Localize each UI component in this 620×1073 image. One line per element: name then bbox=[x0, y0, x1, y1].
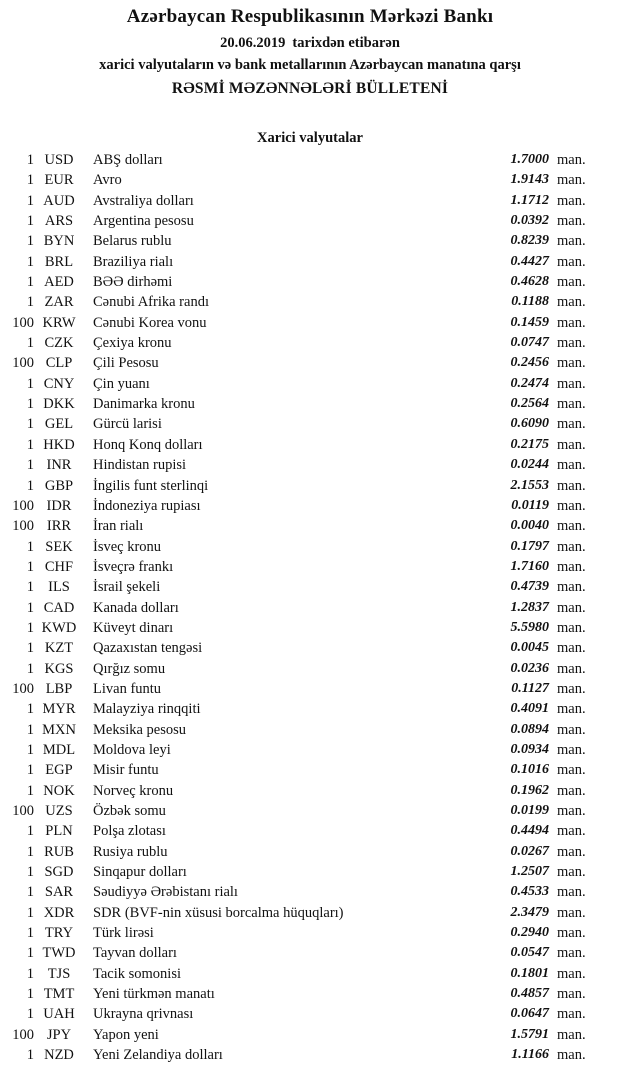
section-title-foreign-currencies: Xarici valyutalar bbox=[257, 130, 363, 146]
rate-row bbox=[8, 272, 593, 292]
currency-code-cell: ZAR bbox=[44, 294, 74, 311]
rate-row bbox=[8, 191, 593, 211]
currency-name-cell: Yeni Zelandiya dolları bbox=[93, 1047, 223, 1064]
bulletin-title: RƏSMİ MƏZƏNNƏLƏRİ BÜLLETENİ bbox=[171, 80, 449, 97]
rate-row bbox=[8, 455, 593, 475]
currency-code-cell: CHF bbox=[44, 558, 74, 575]
currency-code-cell: AUD bbox=[43, 192, 75, 209]
currency-name-cell: Çin yuanı bbox=[93, 375, 150, 392]
rate-value-cell: 1.2837 bbox=[510, 599, 549, 615]
currency-code-cell: DKK bbox=[43, 396, 75, 413]
rate-row bbox=[8, 638, 593, 658]
rate-value-cell: 0.0244 bbox=[510, 457, 549, 473]
rate-row bbox=[8, 842, 593, 862]
rate-row bbox=[8, 1045, 593, 1065]
currency-name-cell: Belarus rublu bbox=[93, 233, 172, 250]
quantity-cell: 100 bbox=[12, 355, 34, 372]
rate-row bbox=[8, 923, 593, 943]
currency-name-cell: Rusiya rublu bbox=[93, 843, 168, 860]
currency-code-cell: IDR bbox=[46, 497, 72, 514]
currency-code-cell: NOK bbox=[43, 782, 75, 799]
unit-cell: man. bbox=[557, 253, 586, 270]
unit-cell: man. bbox=[557, 294, 586, 311]
quantity-cell: 1 bbox=[26, 274, 34, 291]
currency-code-cell: MYR bbox=[42, 701, 76, 718]
rate-row bbox=[8, 414, 593, 434]
rate-value-cell: 0.0392 bbox=[510, 213, 549, 229]
rate-row bbox=[8, 333, 593, 353]
rate-row bbox=[8, 781, 593, 801]
unit-cell: man. bbox=[557, 803, 586, 819]
currency-code-cell: USD bbox=[44, 152, 74, 168]
unit-cell: man. bbox=[557, 233, 586, 250]
unit-cell: man. bbox=[557, 965, 586, 982]
unit-cell: man. bbox=[557, 558, 586, 575]
rate-row bbox=[8, 516, 593, 536]
currency-code-cell: TWD bbox=[42, 945, 76, 962]
currency-code-cell: ARS bbox=[44, 213, 74, 230]
quantity-cell: 1 bbox=[26, 599, 34, 616]
unit-cell: man. bbox=[557, 1006, 586, 1023]
currency-name-cell: Cənubi Afrika randı bbox=[93, 294, 209, 311]
quantity-cell: 1 bbox=[26, 782, 34, 799]
quantity-cell: 1 bbox=[26, 640, 34, 657]
currency-name-cell: İngilis funt sterlinqi bbox=[93, 477, 209, 494]
rate-row bbox=[8, 496, 593, 516]
rate-value-cell: 1.9143 bbox=[510, 172, 549, 188]
rate-row bbox=[8, 557, 593, 577]
rate-value-cell: 2.1553 bbox=[510, 477, 549, 493]
unit-cell: man. bbox=[557, 680, 586, 697]
currency-name-cell: BƏƏ dirhəmi bbox=[93, 274, 173, 291]
unit-cell: man. bbox=[557, 314, 586, 331]
rate-value-cell: 0.1188 bbox=[511, 294, 549, 310]
rate-row bbox=[8, 313, 593, 333]
rate-value-cell: 0.0119 bbox=[511, 497, 549, 513]
quantity-cell: 1 bbox=[26, 192, 34, 209]
rate-value-cell: 0.4628 bbox=[510, 274, 549, 290]
currency-code-cell: SAR bbox=[44, 884, 74, 901]
quantity-cell: 1 bbox=[26, 721, 34, 738]
currency-code-cell: TRY bbox=[44, 925, 74, 942]
rate-row bbox=[8, 353, 593, 373]
quantity-cell: 1 bbox=[26, 396, 34, 413]
unit-cell: man. bbox=[557, 619, 586, 636]
currency-code-cell: GEL bbox=[44, 416, 74, 433]
unit-cell: man. bbox=[557, 741, 586, 758]
quantity-cell: 1 bbox=[26, 294, 34, 311]
rate-value-cell: 1.1166 bbox=[511, 1047, 549, 1063]
rate-row bbox=[8, 1004, 593, 1024]
quantity-cell: 1 bbox=[26, 864, 34, 881]
currency-name-cell: Küveyt dinarı bbox=[93, 619, 174, 636]
currency-code-cell: CZK bbox=[44, 335, 74, 352]
currency-name-cell: Cənubi Korea vonu bbox=[93, 314, 207, 331]
quantity-cell: 1 bbox=[26, 538, 34, 555]
quantity-cell: 1 bbox=[26, 375, 34, 392]
rate-value-cell: 0.2456 bbox=[510, 355, 549, 371]
rate-value-cell: 2.3479 bbox=[510, 904, 549, 920]
rate-row bbox=[8, 150, 593, 170]
unit-cell: man. bbox=[557, 497, 586, 514]
unit-cell: man. bbox=[557, 1047, 586, 1064]
rate-value-cell: 0.8239 bbox=[510, 233, 549, 249]
unit-cell: man. bbox=[557, 823, 586, 840]
currency-code-cell: PLN bbox=[45, 823, 73, 840]
unit-cell: man. bbox=[557, 192, 586, 209]
unit-cell: man. bbox=[557, 416, 586, 433]
rate-row bbox=[8, 435, 593, 455]
currency-code-cell: EGP bbox=[45, 762, 73, 779]
currency-name-cell: İsveç kronu bbox=[93, 538, 162, 555]
rate-row bbox=[8, 598, 593, 618]
currency-code-cell: INR bbox=[46, 457, 72, 474]
rate-row bbox=[8, 577, 593, 597]
rate-value-cell: 0.0045 bbox=[510, 640, 549, 656]
quantity-cell: 1 bbox=[26, 660, 34, 677]
quantity-cell: 1 bbox=[26, 762, 34, 779]
rate-row bbox=[8, 292, 593, 312]
quantity-cell: 1 bbox=[26, 579, 34, 596]
rate-value-cell: 1.5791 bbox=[510, 1026, 549, 1042]
rate-row bbox=[8, 170, 593, 190]
effective-date: 20.06.2019 bbox=[220, 35, 286, 51]
quantity-cell: 1 bbox=[26, 416, 34, 433]
currency-name-cell: Qazaxıstan tengəsi bbox=[93, 640, 203, 657]
rate-value-cell: 0.1127 bbox=[511, 680, 549, 696]
currency-name-cell: Qırğız somu bbox=[93, 660, 166, 677]
quantity-cell: 100 bbox=[12, 803, 34, 819]
rate-row bbox=[8, 537, 593, 557]
quantity-cell: 100 bbox=[12, 314, 34, 331]
currency-code-cell: BRL bbox=[44, 253, 74, 270]
quantity-cell: 1 bbox=[26, 884, 34, 901]
currency-code-cell: HKD bbox=[43, 436, 75, 453]
rate-value-cell: 1.7000 bbox=[510, 152, 549, 167]
currency-code-cell: JPY bbox=[46, 1026, 72, 1043]
quantity-cell: 1 bbox=[26, 741, 34, 758]
rate-row bbox=[8, 231, 593, 251]
rate-value-cell: 0.1459 bbox=[510, 314, 549, 330]
rate-row bbox=[8, 679, 593, 699]
currency-name-cell: Meksika pesosu bbox=[93, 721, 187, 738]
rate-value-cell: 1.2507 bbox=[510, 864, 549, 880]
currency-name-cell: Türk lirəsi bbox=[93, 925, 154, 942]
currency-code-cell: KZT bbox=[44, 640, 74, 657]
rate-row bbox=[8, 1025, 593, 1045]
currency-code-cell: IRR bbox=[46, 518, 72, 535]
currency-name-cell: Norveç kronu bbox=[93, 782, 174, 799]
currency-name-cell: İran rialı bbox=[93, 518, 144, 535]
rate-value-cell: 0.4091 bbox=[510, 701, 549, 717]
rate-value-cell: 0.0236 bbox=[510, 660, 549, 676]
currency-code-cell: BYN bbox=[43, 233, 75, 250]
currency-code-cell: RUB bbox=[44, 843, 74, 860]
currency-code-cell: CNY bbox=[43, 375, 75, 392]
quantity-cell: 1 bbox=[26, 213, 34, 230]
currency-name-cell: Yeni türkmən manatı bbox=[93, 986, 215, 1003]
quantity-cell: 1 bbox=[26, 925, 34, 942]
rate-value-cell: 0.0647 bbox=[510, 1006, 549, 1022]
unit-cell: man. bbox=[557, 762, 586, 779]
unit-cell: man. bbox=[557, 884, 586, 901]
currency-code-cell: XDR bbox=[43, 904, 75, 921]
quantity-cell: 1 bbox=[26, 843, 34, 860]
rate-row bbox=[8, 699, 593, 719]
quantity-cell: 1 bbox=[26, 823, 34, 840]
unit-cell: man. bbox=[557, 640, 586, 657]
rate-value-cell: 0.0199 bbox=[510, 803, 549, 818]
currency-name-cell: Avstraliya dolları bbox=[93, 192, 194, 209]
rate-value-cell: 0.2474 bbox=[510, 375, 549, 391]
currency-code-cell: SGD bbox=[44, 864, 74, 881]
currency-name-cell: Malayziya rinqqiti bbox=[93, 701, 201, 718]
quantity-cell: 1 bbox=[26, 477, 34, 494]
rate-value-cell: 0.4494 bbox=[510, 823, 549, 839]
rate-row bbox=[8, 618, 593, 638]
bank-title: Azərbaycan Respublikasının Mərkəzi Bankı bbox=[126, 6, 494, 27]
unit-cell: man. bbox=[557, 945, 586, 962]
currency-code-cell: TJS bbox=[47, 965, 71, 982]
currency-name-cell: Tayvan dolları bbox=[93, 945, 177, 962]
currency-code-cell: AED bbox=[44, 274, 74, 291]
currency-name-cell: Argentina pesosu bbox=[93, 213, 194, 230]
rate-row bbox=[8, 394, 593, 414]
unit-cell: man. bbox=[557, 1026, 586, 1043]
currency-code-cell: EUR bbox=[44, 172, 74, 189]
quantity-cell: 1 bbox=[26, 335, 34, 352]
rate-value-cell: 0.0747 bbox=[510, 335, 549, 351]
currency-name-cell: Tacik somonisi bbox=[93, 965, 181, 982]
currency-name-cell: Yapon yeni bbox=[93, 1026, 159, 1043]
quantity-cell: 1 bbox=[26, 558, 34, 575]
rates-table bbox=[0, 150, 620, 1065]
rate-value-cell: 1.1712 bbox=[510, 192, 549, 208]
rate-value-cell: 0.2564 bbox=[510, 396, 549, 412]
rate-row bbox=[8, 252, 593, 272]
rate-value-cell: 0.2175 bbox=[510, 436, 549, 452]
quantity-cell: 1 bbox=[26, 436, 34, 453]
quantity-cell: 1 bbox=[26, 172, 34, 189]
unit-cell: man. bbox=[557, 904, 586, 921]
currency-name-cell: ABŞ dolları bbox=[93, 152, 163, 168]
rate-value-cell: 0.1797 bbox=[510, 538, 549, 554]
currency-code-cell: ILS bbox=[48, 579, 70, 596]
rate-value-cell: 0.6090 bbox=[510, 416, 549, 432]
quantity-cell: 100 bbox=[12, 680, 34, 697]
rate-value-cell: 0.4427 bbox=[510, 253, 549, 269]
currency-name-cell: Sinqapur dolları bbox=[93, 864, 187, 881]
rate-value-cell: 0.4857 bbox=[510, 986, 549, 1002]
quantity-cell: 100 bbox=[12, 518, 34, 535]
quantity-cell: 1 bbox=[26, 701, 34, 718]
unit-cell: man. bbox=[557, 843, 586, 860]
effective-date-suffix: tarixdən etibarən bbox=[292, 35, 400, 51]
subject-line: xarici valyutaların və bank metallarının Azərbaycan manatına qarşı bbox=[99, 57, 521, 73]
rate-value-cell: 0.0040 bbox=[510, 518, 549, 534]
unit-cell: man. bbox=[557, 864, 586, 881]
rate-row bbox=[8, 801, 593, 821]
quantity-cell: 1 bbox=[26, 253, 34, 270]
quantity-cell: 1 bbox=[26, 152, 34, 168]
unit-cell: man. bbox=[557, 986, 586, 1003]
currency-name-cell: Çexiya kronu bbox=[93, 335, 172, 352]
rate-row bbox=[8, 862, 593, 882]
unit-cell: man. bbox=[557, 396, 586, 413]
rate-value-cell: 0.0934 bbox=[510, 741, 549, 757]
unit-cell: man. bbox=[557, 579, 586, 596]
unit-cell: man. bbox=[557, 518, 586, 535]
unit-cell: man. bbox=[557, 701, 586, 718]
unit-cell: man. bbox=[557, 213, 586, 230]
effective-date-line bbox=[0, 35, 620, 51]
currency-code-cell: UZS bbox=[45, 803, 73, 819]
rate-row bbox=[8, 821, 593, 841]
rate-value-cell: 0.0894 bbox=[510, 721, 549, 737]
unit-cell: man. bbox=[557, 782, 586, 799]
unit-cell: man. bbox=[557, 538, 586, 555]
unit-cell: man. bbox=[557, 721, 586, 738]
currency-code-cell: SEK bbox=[45, 538, 73, 555]
unit-cell: man. bbox=[557, 925, 586, 942]
rate-value-cell: 0.1962 bbox=[510, 782, 549, 798]
quantity-cell: 1 bbox=[26, 1006, 34, 1023]
rate-value-cell: 0.2940 bbox=[510, 925, 549, 941]
currency-name-cell: Gürcü larisi bbox=[93, 416, 162, 433]
unit-cell: man. bbox=[557, 599, 586, 616]
quantity-cell: 1 bbox=[26, 945, 34, 962]
quantity-cell: 1 bbox=[26, 457, 34, 474]
currency-name-cell: Hindistan rupisi bbox=[93, 457, 187, 474]
currency-code-cell: MDL bbox=[42, 741, 76, 758]
rate-row bbox=[8, 659, 593, 679]
currency-code-cell: KWD bbox=[41, 619, 77, 636]
quantity-cell: 100 bbox=[12, 1026, 34, 1043]
rate-row bbox=[8, 740, 593, 760]
currency-code-cell: GBP bbox=[44, 477, 74, 494]
rate-value-cell: 5.5980 bbox=[510, 619, 549, 635]
currency-name-cell: Moldova leyi bbox=[93, 741, 171, 758]
rate-value-cell: 0.1801 bbox=[510, 965, 549, 981]
rate-value-cell: 0.0547 bbox=[510, 945, 549, 961]
currency-name-cell: SDR (BVF-nin xüsusi borcalma hüquqları) bbox=[93, 904, 344, 921]
unit-cell: man. bbox=[557, 660, 586, 677]
currency-name-cell: Polşa zlotası bbox=[93, 823, 166, 840]
currency-name-cell: Özbək somu bbox=[93, 803, 166, 819]
rate-row bbox=[8, 760, 593, 780]
currency-code-cell: NZD bbox=[44, 1047, 74, 1064]
currency-name-cell: Braziliya rialı bbox=[93, 253, 174, 270]
quantity-cell: 1 bbox=[26, 233, 34, 250]
unit-cell: man. bbox=[557, 375, 586, 392]
currency-code-cell: MXN bbox=[42, 721, 76, 738]
currency-name-cell: İsrail şekeli bbox=[93, 579, 161, 596]
currency-name-cell: Səudiyyə Ərəbistanı rialı bbox=[93, 884, 238, 901]
quantity-cell: 1 bbox=[26, 1047, 34, 1064]
rate-row bbox=[8, 943, 593, 963]
currency-code-cell: KRW bbox=[42, 314, 76, 331]
currency-code-cell: TMT bbox=[43, 986, 75, 1003]
currency-name-cell: Livan funtu bbox=[93, 680, 162, 697]
currency-code-cell: KGS bbox=[44, 660, 74, 677]
quantity-cell: 1 bbox=[26, 965, 34, 982]
currency-name-cell: İsveçrə frankı bbox=[93, 558, 174, 575]
currency-code-cell: CAD bbox=[43, 599, 75, 616]
quantity-cell: 1 bbox=[26, 986, 34, 1003]
currency-name-cell: Misir funtu bbox=[93, 762, 159, 779]
currency-code-cell: CLP bbox=[45, 355, 73, 372]
rate-row bbox=[8, 211, 593, 231]
rate-row bbox=[8, 374, 593, 394]
quantity-cell: 100 bbox=[12, 497, 34, 514]
unit-cell: man. bbox=[557, 335, 586, 352]
rate-value-cell: 0.4739 bbox=[510, 579, 549, 595]
unit-cell: man. bbox=[557, 477, 586, 494]
currency-name-cell: Avro bbox=[93, 172, 122, 189]
currency-name-cell: Danimarka kronu bbox=[93, 396, 195, 413]
unit-cell: man. bbox=[557, 355, 586, 372]
unit-cell: man. bbox=[557, 172, 586, 189]
rate-row bbox=[8, 476, 593, 496]
unit-cell: man. bbox=[557, 436, 586, 453]
rate-row bbox=[8, 964, 593, 984]
unit-cell: man. bbox=[557, 152, 586, 168]
unit-cell: man. bbox=[557, 274, 586, 291]
rate-row bbox=[8, 882, 593, 902]
currency-name-cell: Kanada dolları bbox=[93, 599, 179, 616]
rate-value-cell: 1.7160 bbox=[510, 558, 549, 574]
currency-name-cell: İndoneziya rupiası bbox=[93, 497, 201, 514]
rate-row bbox=[8, 720, 593, 740]
rate-value-cell: 0.0267 bbox=[510, 843, 549, 859]
currency-name-cell: Çili Pesosu bbox=[93, 355, 159, 372]
currency-code-cell: LBP bbox=[45, 680, 73, 697]
unit-cell: man. bbox=[557, 457, 586, 474]
rate-value-cell: 0.4533 bbox=[510, 884, 549, 900]
rate-value-cell: 0.1016 bbox=[510, 762, 549, 778]
currency-name-cell: Ukrayna qrivnası bbox=[93, 1006, 194, 1023]
currency-name-cell: Honq Konq dolları bbox=[93, 436, 203, 453]
quantity-cell: 1 bbox=[26, 619, 34, 636]
currency-code-cell: UAH bbox=[43, 1006, 75, 1023]
rate-row bbox=[8, 984, 593, 1004]
rate-row bbox=[8, 903, 593, 923]
quantity-cell: 1 bbox=[26, 904, 34, 921]
